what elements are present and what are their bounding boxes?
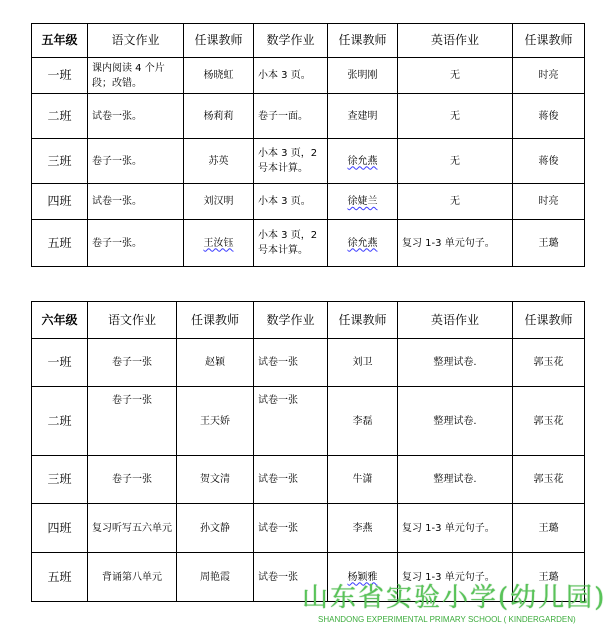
class-name: 一班 bbox=[32, 339, 88, 387]
math-teacher-name: 徐婕兰 bbox=[347, 196, 378, 207]
header-teacher: 任课教师 bbox=[328, 24, 398, 58]
english-teacher: 郭玉花 bbox=[513, 387, 585, 456]
header-teacher: 任课教师 bbox=[513, 302, 585, 339]
class-name: 四班 bbox=[32, 184, 88, 220]
header-chinese-homework: 语文作业 bbox=[88, 302, 177, 339]
chinese-teacher bbox=[184, 220, 254, 267]
table-row bbox=[32, 58, 585, 94]
english-teacher: 王璐 bbox=[513, 553, 585, 602]
english-homework: 无 bbox=[398, 139, 513, 184]
english-homework: 无 bbox=[398, 58, 513, 94]
math-teacher bbox=[328, 220, 398, 267]
chinese-teacher: 刘汉明 bbox=[184, 184, 254, 220]
class-name: 二班 bbox=[32, 387, 88, 456]
math-teacher: 张明刚 bbox=[328, 58, 398, 94]
header-teacher: 任课教师 bbox=[177, 302, 254, 339]
table-row bbox=[32, 94, 585, 139]
english-homework: 整理试卷. bbox=[398, 339, 513, 387]
chinese-homework: 卷子一张。 bbox=[88, 220, 184, 267]
math-teacher: 牛潇 bbox=[328, 456, 398, 504]
math-teacher: 李磊 bbox=[328, 387, 398, 456]
table-row bbox=[32, 139, 585, 184]
english-homework: 整理试卷. bbox=[398, 456, 513, 504]
math-teacher bbox=[328, 184, 398, 220]
math-teacher: 查建明 bbox=[328, 94, 398, 139]
english-homework: 复习 1-3 单元句子。 bbox=[398, 220, 513, 267]
math-teacher-name: 徐允燕 bbox=[347, 155, 378, 167]
english-teacher: 蒋俊 bbox=[513, 139, 585, 184]
chinese-homework: 试卷一张。 bbox=[88, 94, 184, 139]
class-name: 三班 bbox=[32, 456, 88, 504]
chinese-teacher: 赵颖 bbox=[177, 339, 254, 387]
chinese-teacher: 杨晓虹 bbox=[184, 58, 254, 94]
chinese-teacher: 杨莉莉 bbox=[184, 94, 254, 139]
table-row bbox=[32, 184, 585, 220]
class-name: 一班 bbox=[32, 58, 88, 94]
table-row bbox=[32, 339, 585, 387]
watermark-chinese-name: 山东省实验小学(幼儿园) bbox=[302, 583, 607, 613]
table-row bbox=[32, 387, 585, 456]
math-homework: 小本 3 页，2 号本计算。 bbox=[254, 139, 328, 184]
chinese-homework: 复习听写五六单元 bbox=[88, 504, 177, 553]
chinese-homework: 卷子一张 bbox=[88, 387, 177, 456]
math-homework: 小本 3 页，2 号本计算。 bbox=[254, 220, 328, 267]
header-english-homework: 英语作业 bbox=[398, 302, 513, 339]
class-name: 三班 bbox=[32, 139, 88, 184]
chinese-homework: 课内阅读 4 个片段；改错。 bbox=[88, 58, 184, 94]
math-teacher: 刘卫 bbox=[328, 339, 398, 387]
english-teacher: 时亮 bbox=[513, 58, 585, 94]
chinese-teacher: 王天娇 bbox=[177, 387, 254, 456]
math-homework: 试卷一张 bbox=[254, 456, 328, 504]
chinese-homework: 卷子一张 bbox=[88, 339, 177, 387]
math-teacher-name: 杨颖雅 bbox=[347, 571, 378, 583]
english-homework: 无 bbox=[398, 184, 513, 220]
math-teacher bbox=[328, 139, 398, 184]
table-header-row bbox=[32, 24, 585, 58]
math-homework: 卷子一面。 bbox=[254, 94, 328, 139]
math-homework: 小本 3 页。 bbox=[254, 58, 328, 94]
english-teacher: 王璐 bbox=[513, 504, 585, 553]
english-teacher: 蒋俊 bbox=[513, 94, 585, 139]
grade6-homework-table bbox=[31, 301, 585, 602]
math-teacher: 李燕 bbox=[328, 504, 398, 553]
class-name: 五班 bbox=[32, 220, 88, 267]
english-teacher: 王璐 bbox=[513, 220, 585, 267]
chinese-teacher: 孙文静 bbox=[177, 504, 254, 553]
math-homework: 试卷一张 bbox=[254, 339, 328, 387]
watermark-english-name: SHANDONG EXPERIMENTAL PRIMARY SCHOOL ( KINDERGARDEN) bbox=[318, 615, 576, 624]
header-teacher: 任课教师 bbox=[513, 24, 585, 58]
math-homework: 试卷一张 bbox=[254, 553, 328, 602]
chinese-homework: 卷子一张 bbox=[88, 456, 177, 504]
header-teacher: 任课教师 bbox=[328, 302, 398, 339]
class-name: 四班 bbox=[32, 504, 88, 553]
english-teacher: 时亮 bbox=[513, 184, 585, 220]
table-row bbox=[32, 456, 585, 504]
math-homework: 试卷一张 bbox=[254, 387, 328, 456]
english-homework: 复习 1-3 单元句子。 bbox=[398, 553, 513, 602]
math-homework: 小本 3 页。 bbox=[254, 184, 328, 220]
english-homework: 无 bbox=[398, 94, 513, 139]
chinese-homework: 试卷一张。 bbox=[88, 184, 184, 220]
header-english-homework: 英语作业 bbox=[398, 24, 513, 58]
class-name: 五班 bbox=[32, 553, 88, 602]
english-homework: 复习 1-3 单元句子。 bbox=[398, 504, 513, 553]
header-chinese-homework: 语文作业 bbox=[88, 24, 184, 58]
table-header-row bbox=[32, 302, 585, 339]
header-math-homework: 数学作业 bbox=[254, 302, 328, 339]
chinese-teacher: 贺文清 bbox=[177, 456, 254, 504]
header-grade: 六年级 bbox=[32, 302, 88, 339]
chinese-homework: 卷子一张。 bbox=[88, 139, 184, 184]
table-row bbox=[32, 504, 585, 553]
math-homework: 试卷一张 bbox=[254, 504, 328, 553]
table-row bbox=[32, 220, 585, 267]
header-teacher: 任课教师 bbox=[184, 24, 254, 58]
school-watermark bbox=[302, 582, 608, 634]
math-teacher-name: 徐允燕 bbox=[347, 237, 378, 249]
header-grade: 五年级 bbox=[32, 24, 88, 58]
chinese-teacher-name: 王汝钰 bbox=[203, 237, 234, 249]
english-teacher: 郭玉花 bbox=[513, 339, 585, 387]
english-teacher: 郭玉花 bbox=[513, 456, 585, 504]
chinese-teacher: 苏英 bbox=[184, 139, 254, 184]
class-name: 二班 bbox=[32, 94, 88, 139]
chinese-homework: 背诵第八单元 bbox=[88, 553, 177, 602]
chinese-teacher: 周艳霞 bbox=[177, 553, 254, 602]
grade5-homework-table bbox=[31, 23, 585, 267]
english-homework: 整理试卷. bbox=[398, 387, 513, 456]
header-math-homework: 数学作业 bbox=[254, 24, 328, 58]
